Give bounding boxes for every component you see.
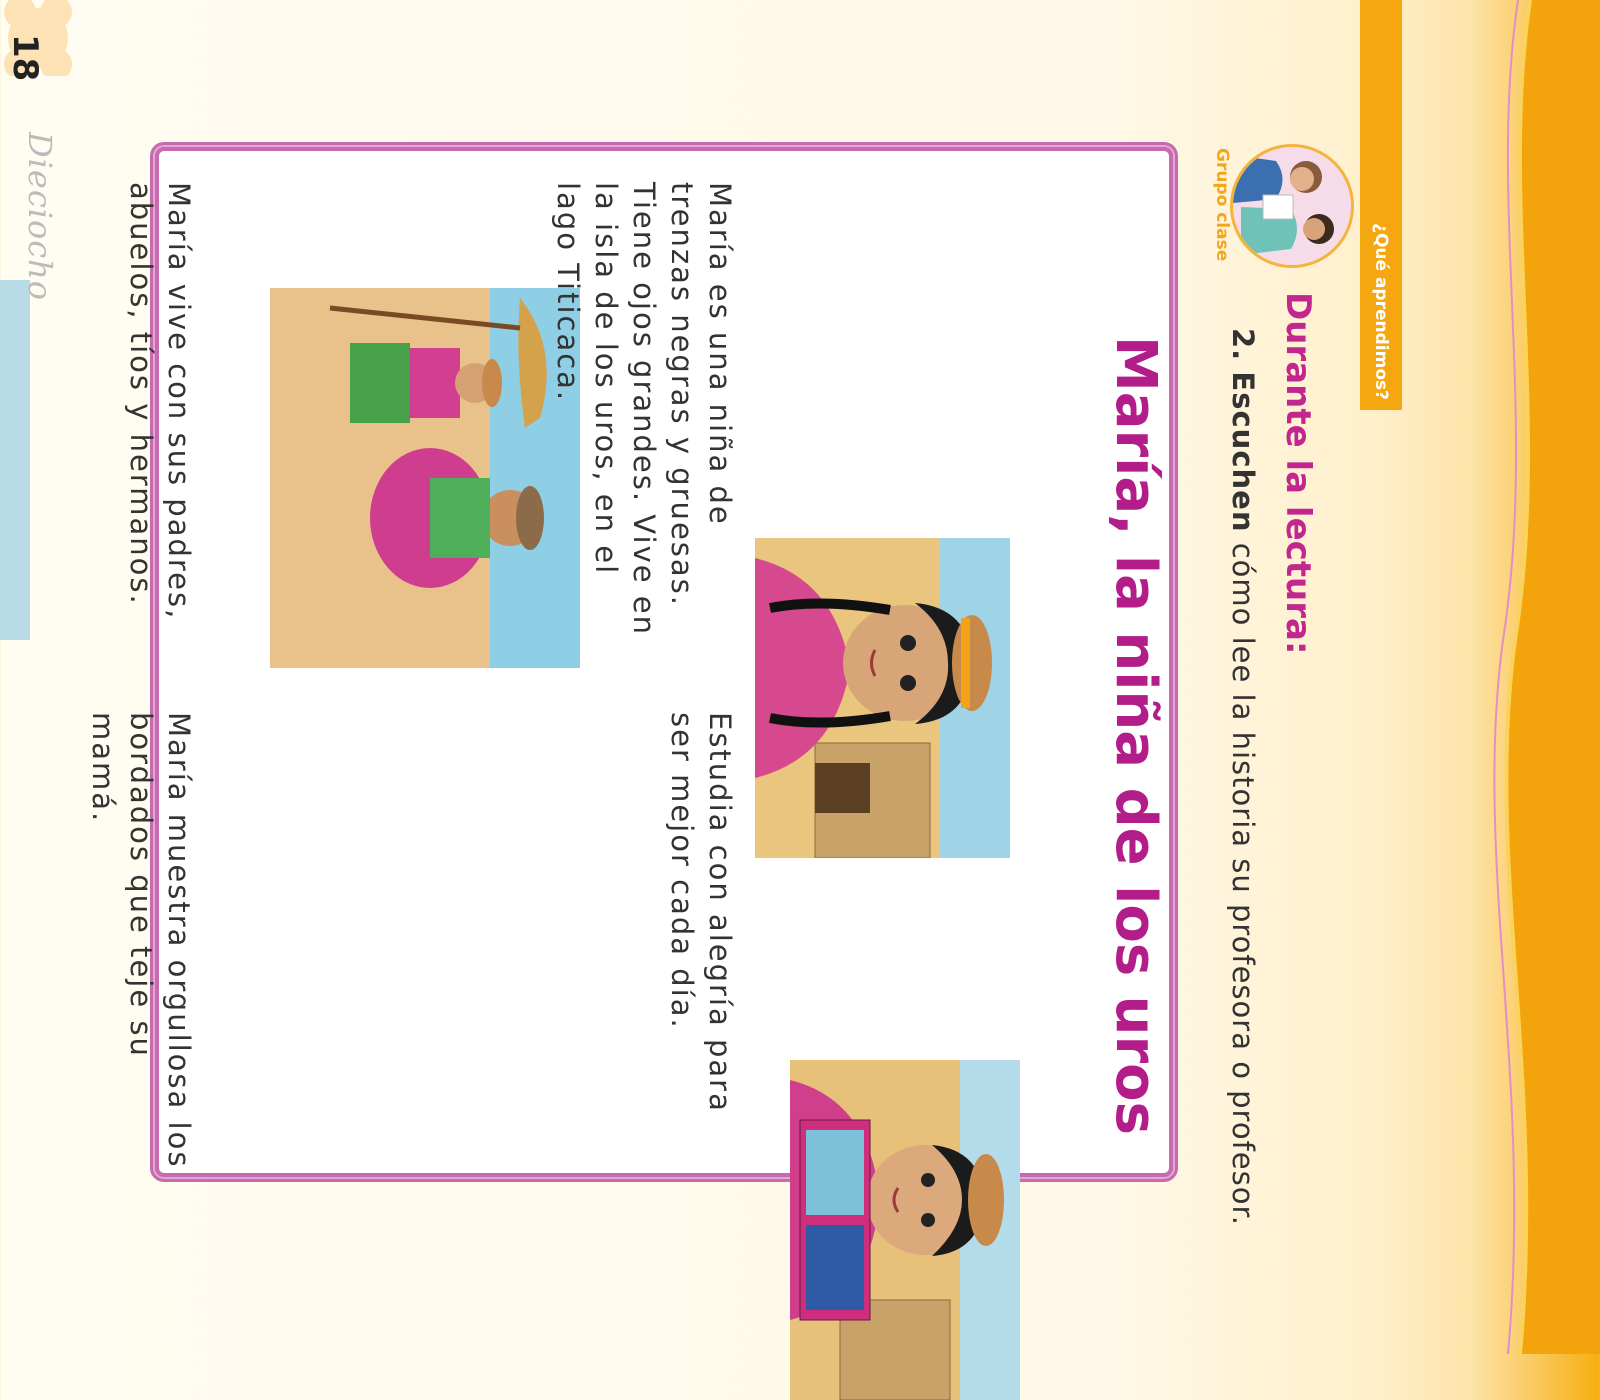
story-paragraph: Estudia con alegría para ser mejor cada día. xyxy=(665,712,737,1113)
illustration-maria-portrait xyxy=(755,538,1010,858)
illustration-embroidery xyxy=(0,280,30,640)
story-paragraph: María vive con sus padres, abuelos, tíos y hermanos. xyxy=(124,182,196,621)
page-number: 18 xyxy=(5,34,45,82)
section-label: ¿Qué aprendimos? xyxy=(1371,223,1391,400)
activity-verb: Escuchen xyxy=(1226,371,1260,533)
section-tab xyxy=(1360,0,1402,410)
illustration-family-at-lake xyxy=(270,288,580,668)
group-label: Grupo clase xyxy=(1212,148,1232,262)
activity-text: cómo lee la historia su profesora o profesor. xyxy=(1226,542,1260,1226)
story-paragraph: María muestra orgullosa los bordados que teje su mamá. xyxy=(86,712,196,1169)
group-class-icon xyxy=(1230,144,1354,268)
story-paragraph: María es una niña de trenzas negras y gruesas. Tiene ojos grandes. Vive en la isla de los uros, en el lago Titicaca. xyxy=(551,182,737,637)
illustration-maria-with-book xyxy=(790,1060,1020,1400)
activity-heading: Durante la lectura: xyxy=(1278,292,1318,655)
activity-number: 2. xyxy=(1226,328,1260,362)
activity-instruction xyxy=(1226,328,1260,1228)
story-title: María, la niña de los uros xyxy=(1103,336,1168,1135)
page-number-word: Dieciocho xyxy=(21,132,59,302)
